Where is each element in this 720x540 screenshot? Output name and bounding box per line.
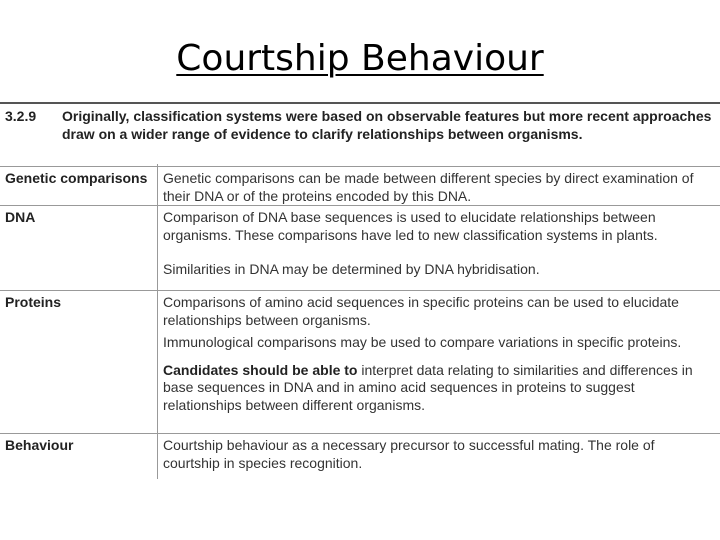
row-label: DNA [5,209,36,225]
row-paragraph: Courtship behaviour as a necessary precursor to successful mating. The role of courtship in species recognition. [163,437,655,471]
column-divider [157,164,158,479]
spec-header [0,104,720,167]
slide-title [0,38,720,79]
table-row-behaviour [0,434,720,470]
specification-table [0,102,720,470]
row-paragraph: Similarities in DNA may be determined by DNA hybridisation. [163,261,540,277]
table-row-proteins [0,291,720,434]
row-content [163,434,720,474]
row-paragraph: Comparison of DNA base sequences is used to elucidate relationships between organisms. These comparisons have led to new classification systems in plants. [163,209,658,243]
table-row-dna [0,206,720,291]
row-content [163,167,720,207]
row-label: Proteins [5,294,62,310]
row-label: Behaviour [5,437,74,453]
row-paragraph: Comparisons of amino acid sequences in specific proteins can be used to elucidate relationships between organisms. [163,294,679,328]
spec-number: 3.2.9 [5,108,37,124]
row-content [163,206,720,281]
table-row-genetic-comparisons [0,167,720,206]
candidates-lead: Candidates should be able to [163,361,358,378]
row-paragraph: Immunological comparisons may be used to compare variations in specific proteins. [163,334,682,350]
row-paragraph: Genetic comparisons can be made between different species by direct examination of their DNA or of the proteins encoded by this DNA. [163,170,694,204]
row-label: Genetic comparisons [5,170,148,186]
slide-title-text: Courtship Behaviour [176,38,544,79]
row-content [163,291,720,416]
spec-heading: Originally, classification systems were based on observable features but more recent approaches draw on a wider range of evidence to clarify relationships between organisms. [62,108,712,142]
candidates-text: interpret data relating to similarities and differences in base sequences in DNA and in amino acid sequences in proteins to suggest relationships between different organisms. [163,361,693,413]
candidates-paragraph [163,362,714,415]
